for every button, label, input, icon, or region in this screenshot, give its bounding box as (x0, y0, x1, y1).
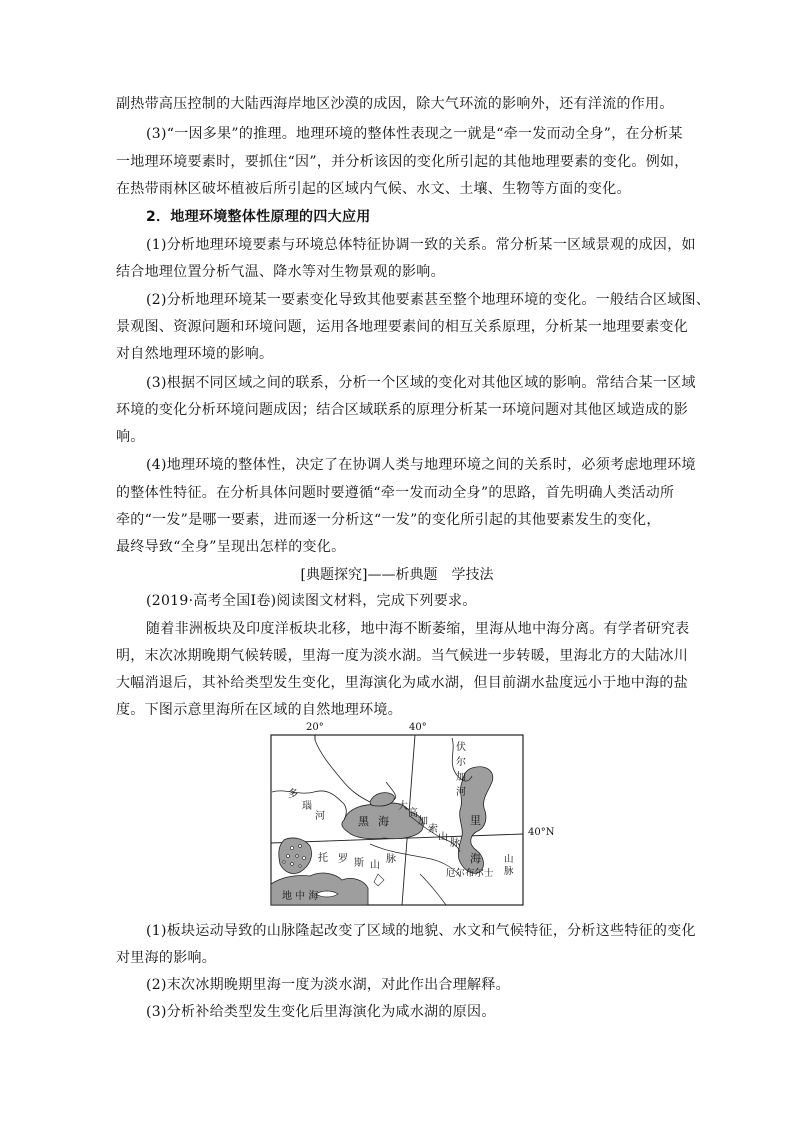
caucasus-char: 索 (428, 824, 438, 835)
lon-20-label-outer: 20° (306, 722, 324, 733)
danube-char: 河 (315, 811, 325, 822)
lat-40n-label: 40°N (528, 827, 555, 838)
paragraph-line: (3)“一因多果”的推理。地理环境的整体性表现之一就是“牵一发而动全身”，在分析某 (146, 126, 683, 142)
question-source: (2019·高考全国Ⅰ卷)阅读图文材料，完成下列要求。 (146, 593, 477, 609)
paragraph-line: 环境的变化分析环境问题成因；结合区域联系的原理分析某一环境问题对其他区域造成的影 (116, 402, 688, 418)
paragraph-line: 响。 (116, 429, 145, 445)
danube-char: 多 (288, 789, 298, 800)
volga-char: 河 (456, 787, 466, 798)
caucasus-char: 高 (408, 808, 418, 819)
explore-heading: [典题探究]——析典题 学技法 (300, 567, 494, 583)
black-sea-char: 海 (378, 815, 389, 828)
section-heading: 2．地理环境整体性原理的四大应用 (146, 209, 371, 225)
taurus-char: 山 (370, 860, 380, 871)
elburz-char: 山 (504, 854, 514, 865)
taurus-char: 脉 (386, 854, 396, 865)
lon-40-label-outer: 40° (409, 722, 427, 733)
paragraph-line: (2)分析地理环境某一要素变化导致其他要素甚至整个地理环境的变化。一般结合区域图、 (146, 292, 711, 308)
taurus-char: 斯 (354, 858, 364, 869)
material-line: 度。下图示意里海所在区域的自然地理环境。 (116, 702, 402, 718)
task-line: (1)板块运动导致的山脉隆起改变了区域的地貌、水文和气候特征，分析这些特征的变化 (146, 923, 696, 939)
paragraph-line: 景观图、资源问题和环境问题，运用各地理要素间的相互关系原理，分析某一地理要素变化 (116, 319, 688, 335)
caspian-char: 里 (470, 814, 481, 827)
map-svg (270, 734, 524, 906)
material-line: 明，末次冰期晚期气候转暖，里海一度为淡水湖。当气候进一步转暖，里海北方的大陆冰川 (116, 648, 688, 664)
volga-char: 尔 (456, 757, 466, 768)
black-sea-char: 黑 (358, 815, 369, 828)
paragraph-line: 副热带高压控制的大陆西海岸地区沙漠的成因，除大气环流的影响外，还有洋流的作用。 (116, 96, 674, 112)
caucasus-char: 大 (398, 801, 408, 812)
paragraph-line: 牵的“一发”是哪一要素，进而逐一分析这“一发”的变化所引起的其他要素发生的变化， (116, 512, 661, 528)
paragraph-line: (3)根据不同区域之间的联系，分析一个区域的变化对其他区域的影响。常结合某一区域 (146, 375, 696, 391)
danube-char: 瑙 (302, 801, 312, 812)
paragraph-line: (4)地理环境的整体性，决定了在协调人类与地理环境之间的关系时，必须考虑地理环境 (146, 457, 696, 473)
caucasus-char: 脉 (450, 838, 460, 849)
caucasus-char: 加 (418, 816, 428, 827)
paragraph-line: 对自然地理环境的影响。 (116, 346, 274, 362)
task-line: (3)分析补给类型发生变化后里海演化为咸水湖的原因。 (146, 1004, 496, 1020)
volga-char: 伏 (456, 742, 466, 753)
task-line: 对里海的影响。 (116, 950, 217, 966)
paragraph-line: 结合地理位置分析气温、降水等对生物景观的影响。 (116, 264, 445, 280)
caucasus-char: 山 (438, 832, 448, 843)
material-line: 随着非洲板块及印度洋板块北移，地中海不断萎缩，里海从地中海分离。有学者研究表 (146, 621, 690, 637)
paragraph-line: 在热带雨林区破坏植被后所引起的区域内气候、水文、土壤、生物等方面的变化。 (116, 181, 631, 197)
caspian-region-map (270, 722, 555, 906)
elburz-label: 厄尔布尔士 (446, 868, 494, 879)
taurus-char: 托 (318, 853, 328, 864)
taurus-char: 罗 (338, 854, 348, 865)
task-line: (2)末次冰期晚期里海一度为淡水湖，对此作出合理解释。 (146, 977, 510, 993)
paragraph-line: 最终导致“全身”呈现出怎样的变化。 (116, 539, 346, 555)
caspian-char: 海 (470, 852, 481, 865)
paragraph-line: 的整体性特征。在分析具体问题时要遵循“牵一发而动全身”的思路，首先明确人类活动所 (116, 485, 675, 501)
paragraph-line: (1)分析地理环境要素与环境总体特征协调一致的关系。常分析某一区域景观的成因，如 (146, 237, 696, 253)
elburz-char: 脉 (504, 866, 514, 877)
volga-char: 加 (456, 772, 466, 783)
paragraph-line: 一地理环境要素时，要抓住“因”，并分析该因的变化所引起的其他地理要素的变化。例如， (116, 154, 689, 170)
material-line: 大幅消退后，其补给类型发生变化，里海演化为咸水湖，但目前湖水盐度远小于地中海的盐 (116, 675, 688, 691)
mediterranean-label: 地 中 海 (282, 891, 319, 902)
